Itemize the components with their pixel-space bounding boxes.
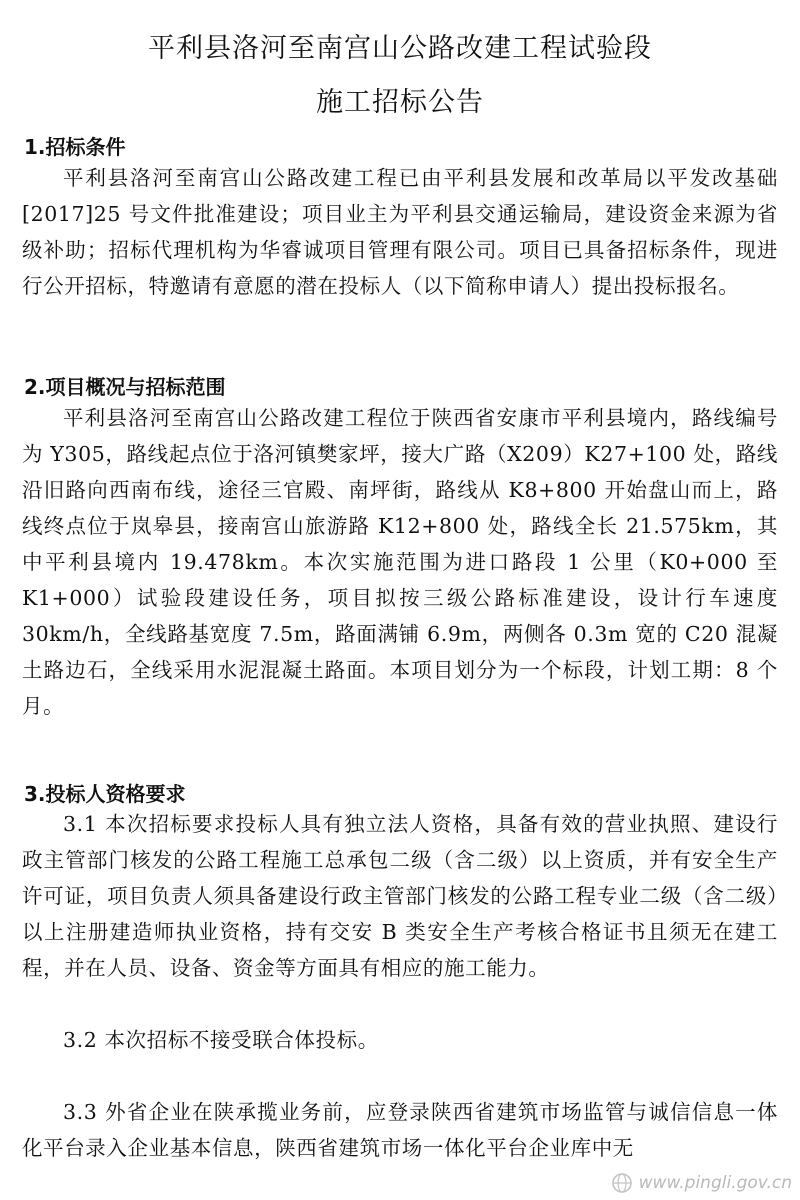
section-heading-1: 1.招标条件: [24, 135, 126, 159]
section-3-paragraph-3: 3.3 外省企业在陕承揽业务前，应登录陕西省建筑市场监管与诚信信息一体化平台录入企业基本信息，陕西省建筑市场一体化平台企业库中无: [22, 1100, 778, 1160]
site-watermark: [611, 1172, 792, 1194]
section-heading-3: 3.投标人资格要求: [24, 782, 186, 806]
globe-logo-icon: [611, 1172, 633, 1194]
section-3-paragraph-2: 3.2 本次招标不接受联合体投标。: [63, 1028, 379, 1052]
document-title-line2: 施工招标公告: [316, 87, 484, 118]
watermark-text: www.pingli.gov.cn: [638, 1173, 792, 1193]
section-1-paragraph: 平利县洛河至南宫山公路改建工程已由平利县发展和改革局以平发改基础[2017]25 号文件批准建设；项目业主为平利县交通运输局，建设资金来源为省级补助；招标代理机构为华睿诚项目管理有限公司。项目已具备招标条件，现进行公开招标，特邀请有意愿的潜在投标人（以下简称申请人）提出投标报名。: [22, 166, 778, 298]
section-2-paragraph: 平利县洛河至南宫山公路改建工程位于陕西省安康市平利县境内，路线编号为 Y305，路线起点位于洛河镇樊家坪，接大广路（X209）K27+100 处，路线沿旧路向西南布线，途径三官殿、南坪街，路线从 K8+800 开始盘山而上，路线终点位于岚皋县，接南宫山旅游路 K12+800 处，路线全长 21.575km，其中平利县境内 19.478km。本次实施范围为进口路段 1 公里（K0+000 至 K1+000）试验段建设任务，项目拟按三级公路标准建设，设计行车速度 30km/h，全线路基宽度 7.5m，路面满铺 6.9m，两侧各 0.3m 宽的 C20 混凝土路边石，全线采用水泥混凝土路面。本项目划分为一个标段，计划工期：8 个月。: [22, 406, 778, 718]
section-3-paragraph-1: 3.1 本次招标要求投标人具有独立法人资格，具备有效的营业执照、建设行政主管部门核发的公路工程施工总承包二级（含二级）以上资质，并有安全生产许可证，项目负责人须具备建设行政主管部门核发的公路工程专业二级（含二级）以上注册建造师执业资格，持有交安 B 类安全生产考核合格证书且须无在建工程，并在人员、设备、资金等方面具有相应的施工能力。: [22, 812, 778, 980]
document-title-line1: 平利县洛河至南宫山公路改建工程试验段: [148, 33, 652, 64]
section-heading-2: 2.项目概况与招标范围: [24, 375, 226, 399]
